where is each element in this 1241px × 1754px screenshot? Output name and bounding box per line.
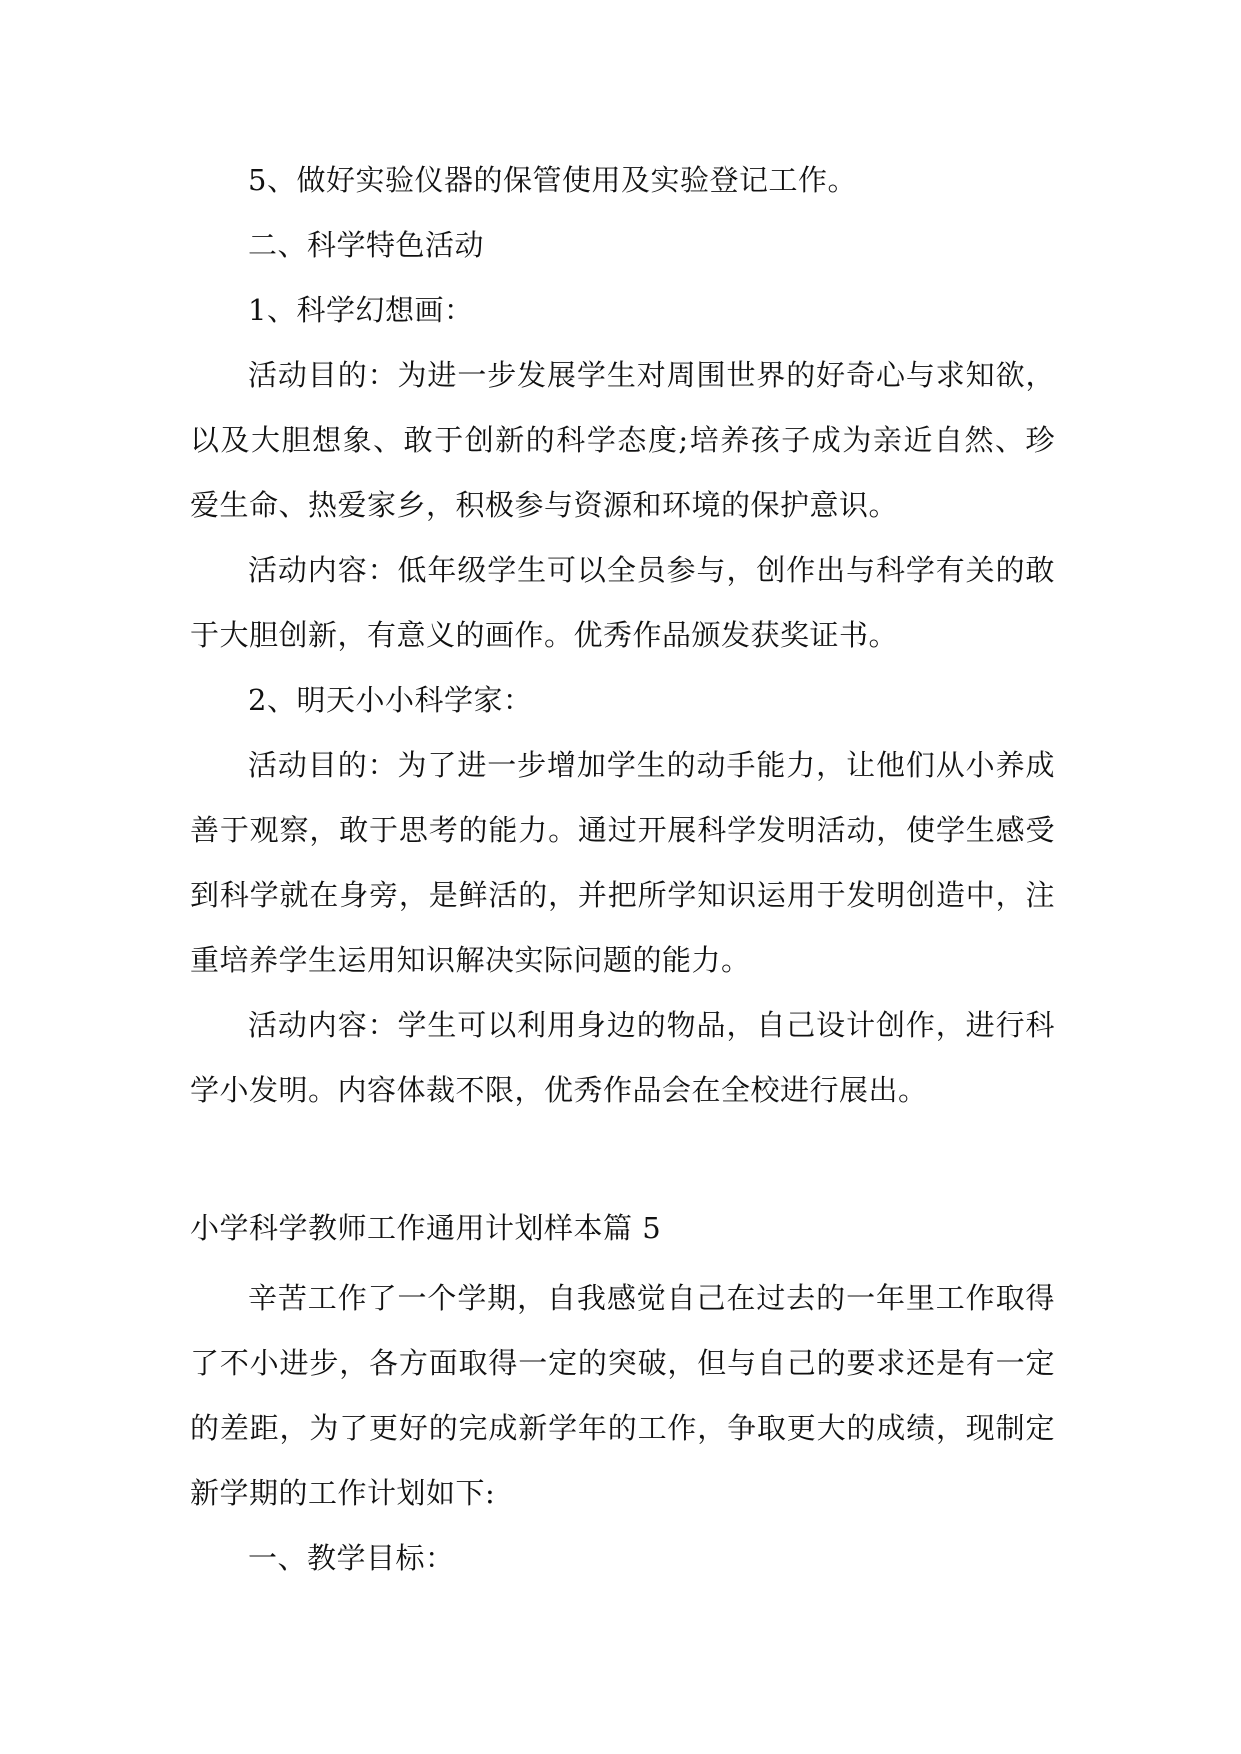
heading-science-activities: 二、科学特色活动 <box>248 228 485 262</box>
heading-teaching-goals: 一、教学目标： <box>248 1541 455 1575</box>
subheading-science-fantasy-painting: 1、科学幻想画： <box>248 293 474 327</box>
subheading-little-scientist: 2、明天小小科学家： <box>248 683 533 717</box>
body-text-block-1 <box>190 148 1055 1123</box>
paragraph-scientist-content: 活动内容：学生可以利用身边的物品，自己设计创作，进行科学小发明。内容体裁不限，优秀作品会在全校进行展出。 <box>190 1008 1055 1107</box>
section-title: 小学科学教师工作通用计划样本篇 5 <box>190 1211 662 1245</box>
paragraph-plan-intro: 辛苦工作了一个学期，自我感觉自己在过去的一年里工作取得了不小进步，各方面取得一定的突破，但与自己的要求还是有一定的差距，为了更好的完成新学年的工作，争取更大的成绩，现制定新学期的工作计划如下: <box>190 1281 1055 1510</box>
paragraph-painting-content: 活动内容：低年级学生可以全员参与，创作出与科学有关的敢于大胆创新，有意义的画作。优秀作品颁发获奖证书。 <box>190 553 1055 652</box>
paragraph-instrument-management: 5、做好实验仪器的保管使用及实验登记工作。 <box>248 163 857 197</box>
paragraph-painting-purpose: 活动目的：为进一步发展学生对周围世界的好奇心与求知欲，以及大胆想象、敢于创新的科学态度;培养孩子成为亲近自然、珍爱生命、热爱家乡，积极参与资源和环境的保护意识。 <box>190 358 1055 522</box>
body-text-block-2 <box>190 1266 1055 1591</box>
paragraph-scientist-purpose: 活动目的：为了进一步增加学生的动手能力，让他们从小养成善于观察，敢于思考的能力。通过开展科学发明活动，使学生感受到科学就在身旁，是鲜活的，并把所学知识运用于发明创造中，注重培养学生运用知识解决实际问题的能力。 <box>190 748 1055 977</box>
